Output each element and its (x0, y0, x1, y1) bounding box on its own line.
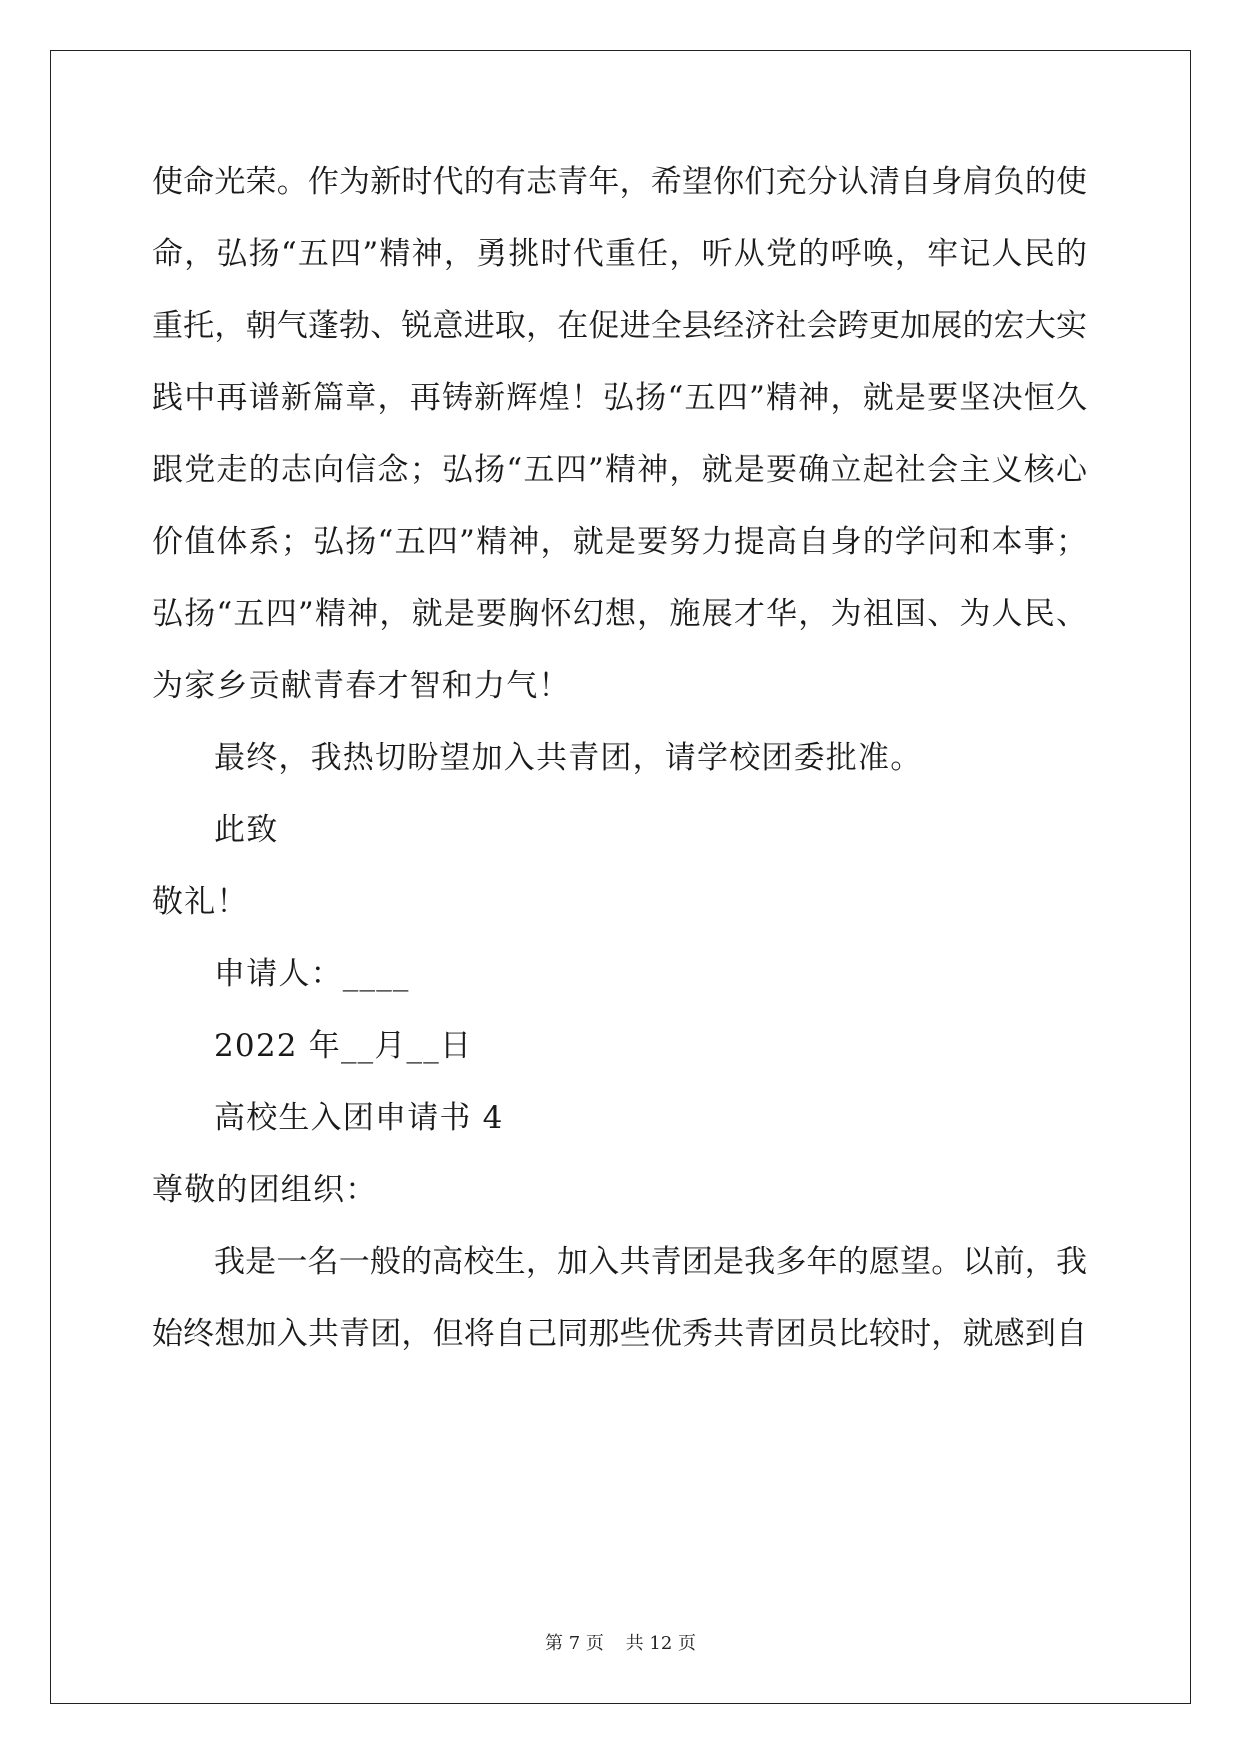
text-line: 价值体系；弘扬“五四”精神，就是要努力提高自身的学问和本事； (152, 524, 1087, 560)
text-line: 使命光荣。作为新时代的有志青年，希望你们充分认清自身肩负的使 (152, 164, 1087, 200)
text-line: 我是一名一般的高校生，加入共青团是我多年的愿望。以前，我 (214, 1244, 1087, 1280)
page-footer (0, 1632, 1241, 1656)
text-line: 跟党走的志向信念；弘扬“五四”精神，就是要确立起社会主义核心 (152, 452, 1087, 488)
text-line: 践中再谱新篇章，再铸新辉煌！弘扬“五四”精神，就是要坚决恒久 (152, 380, 1087, 416)
text-line: 命，弘扬“五四”精神，勇挑时代重任，听从党的呼唤，牢记人民的 (152, 236, 1087, 272)
page-number: 第 7 页 (545, 1633, 604, 1654)
page-total: 共 12 页 (625, 1633, 696, 1654)
text-line: 重托，朝气蓬勃、锐意进取，在促进全县经济社会跨更加展的宏大实 (152, 308, 1087, 344)
text-line: 为家乡贡献青春才智和力气！ (152, 668, 571, 704)
date-line: 2022 年__月__日 (214, 1028, 473, 1064)
section-title: 高校生入团申请书 4 (214, 1100, 504, 1136)
closing-salutation: 此致 (214, 812, 279, 848)
text-line: 最终，我热切盼望加入共青团，请学校团委批准。 (214, 740, 923, 776)
closing-regards: 敬礼！ (152, 884, 249, 920)
page-border (50, 50, 1191, 1704)
applicant-line: 申请人：____ (214, 956, 410, 992)
text-line: 始终想加入共青团，但将自己同那些优秀共青团员比较时，就感到自 (152, 1316, 1087, 1352)
text-line: 弘扬“五四”精神，就是要胸怀幻想，施展才华，为祖国、为人民、 (152, 596, 1087, 632)
greeting-line: 尊敬的团组织： (152, 1172, 378, 1208)
